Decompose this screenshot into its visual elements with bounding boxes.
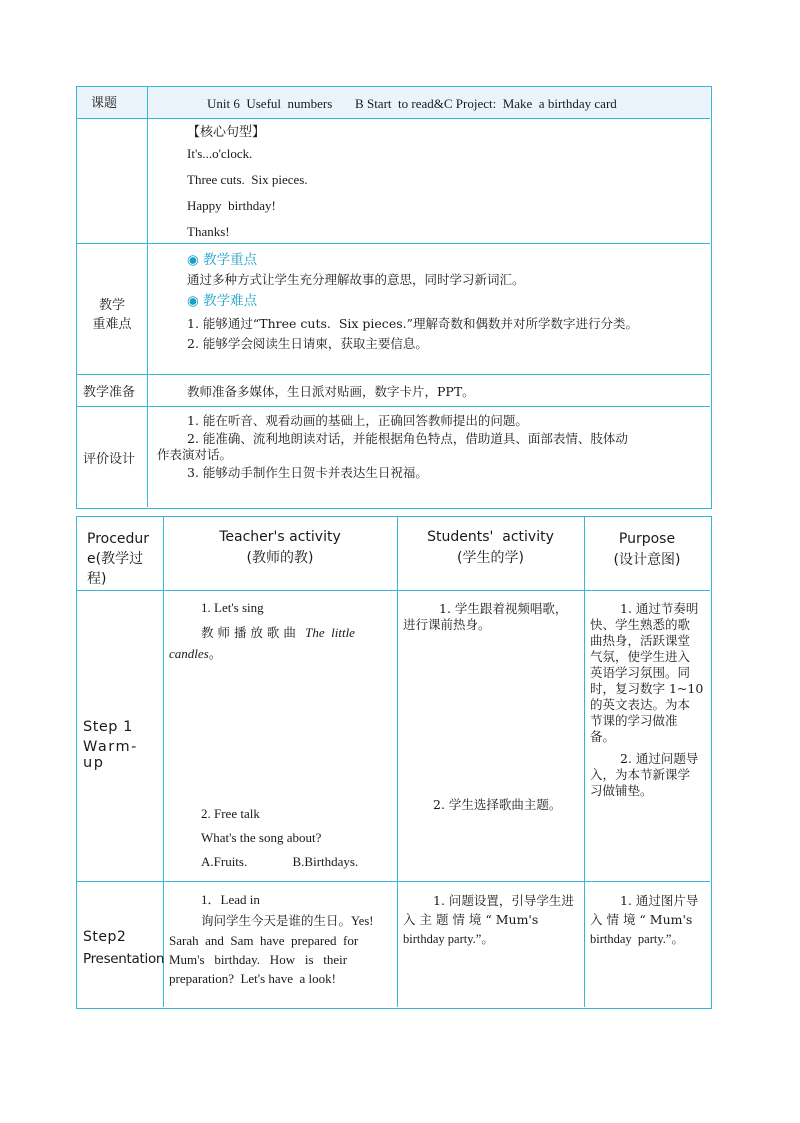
step1-purpose (590, 601, 708, 799)
option-b: B.Birthdays. (292, 854, 359, 869)
student-item: 1. 学生跟着视频唱歌， (439, 601, 568, 616)
key-label-line: 重难点 (92, 317, 132, 332)
purpose-line: 气氛，使学生进入 (590, 649, 691, 664)
purpose-line: 曲热身，活跃课堂 (590, 633, 691, 648)
teacher-item-text: Mum's birthday. How is their (169, 952, 348, 967)
step-label-line: Warm- (83, 739, 138, 755)
core-heading: 【核心句型】 (187, 125, 266, 140)
difficulty-item: 2. 能够学会阅读生日请柬，获取主要信息。 (187, 336, 428, 351)
purpose-line: 时，复习数字 1~10 (590, 681, 704, 696)
teacher-item-text: 询问学生今天是谁的生日。Yes! (201, 914, 374, 928)
header-line: Purpose (618, 531, 676, 547)
step2-purpose (590, 893, 708, 947)
option-a: A.Fruits. (201, 854, 248, 869)
purpose-line: 入，为本节新课学 (590, 767, 691, 782)
prep-text: 教师准备多媒体，生日派对贴画，数字卡片，PPT。 (187, 384, 475, 399)
teacher-item-options (169, 853, 391, 870)
prep-label: 教学准备 (83, 385, 136, 400)
purpose-line: 备。 (590, 729, 616, 744)
eval-content (157, 413, 702, 481)
teacher-item-text: Sarah and Sam have prepared for (169, 933, 359, 948)
purpose-line: 习做铺垫。 (590, 783, 653, 798)
step-label-line: up (83, 755, 105, 771)
purpose-line: 入 情 境 “ Mum's (590, 912, 693, 927)
student-item-cont: 入 主 题 情 境 “ Mum's (403, 912, 539, 927)
step1-students (403, 601, 581, 813)
header-line: Students' activity (427, 529, 554, 545)
step-label-line: Step2 (83, 929, 127, 945)
header-line: Procedur (87, 531, 150, 547)
step1-label (83, 717, 161, 773)
core-line: Thanks! (187, 224, 230, 239)
purpose-line: 2. 通过问题导 (620, 751, 699, 766)
header-students (397, 527, 584, 569)
core-sentences (187, 124, 687, 240)
header-line: (设计意图) (613, 552, 681, 568)
step-label-line: Presentation (83, 951, 165, 967)
focus-text: 通过多种方式让学生充分理解故事的意思，同时学习新词汇。 (187, 272, 525, 287)
header-procedure (87, 529, 163, 589)
purpose-line: 1. 通过节奏明 (620, 601, 699, 616)
student-item-cont: birthday party.”。 (403, 932, 494, 946)
header-line: e(教学过 (87, 551, 144, 567)
eval-item-cont: 作表演对话。 (157, 447, 233, 462)
step2-teacher (169, 891, 391, 987)
song-title: candles (169, 646, 209, 661)
header-line: 程) (87, 571, 107, 587)
header-teacher (163, 527, 397, 569)
focus-title: ◉ 教学重点 (187, 252, 258, 268)
purpose-line: 英语学习氛围。同 (590, 665, 691, 680)
lesson-info-table (76, 86, 712, 509)
key-difficulty-content (187, 252, 702, 352)
eval-item: 2. 能准确、流利地朗读对话，并能根据角色特点，借助道具、面部表情、肢体动 (187, 431, 628, 446)
song-intro: 教 师 播 放 歌 曲 (201, 625, 296, 640)
header-line: (教师的教) (246, 550, 314, 566)
core-line: It's...o'clock. (187, 146, 253, 161)
purpose-line: 的英文表达。为本 (590, 697, 691, 712)
teacher-item-title: 2. Free talk (201, 806, 260, 821)
header-line: (学生的学) (457, 550, 524, 566)
teacher-item-title: 1. Let's sing (201, 600, 264, 615)
topic-label: 课题 (91, 96, 118, 111)
key-difficulty-label (77, 297, 147, 333)
purpose-line: 1. 通过图片导 (620, 893, 699, 908)
purpose-line: 快、学生熟悉的歌 (590, 617, 691, 632)
step1-teacher (169, 599, 391, 870)
teacher-item-text (169, 624, 391, 641)
difficulty-title: ◉ 教学难点 (187, 293, 258, 309)
eval-label: 评价设计 (83, 452, 136, 467)
core-line: Happy birthday! (187, 198, 276, 213)
step2-students (403, 893, 583, 947)
header-purpose (584, 529, 710, 571)
purpose-line: birthday party.”。 (590, 932, 684, 946)
core-line: Three cuts. Six pieces. (187, 172, 308, 187)
difficulty-item: 1. 能够通过“Three cuts. Six pieces.”理解奇数和偶数并对所学数字进行分类。 (187, 316, 638, 331)
song-end: 。 (208, 646, 222, 661)
topic-text: Unit 6 Useful numbers B Start to read&C Project: Make a birthday card (207, 96, 617, 111)
student-item: 2. 学生选择歌曲主题。 (433, 797, 562, 812)
song-title: The little (305, 625, 355, 640)
student-item-cont: 进行课前热身。 (403, 617, 491, 632)
eval-item: 3. 能够动手制作生日贺卡并表达生日祝福。 (187, 465, 428, 480)
step-label-line: Step 1 (83, 719, 133, 735)
header-line: Teacher's activity (219, 529, 341, 545)
teacher-item-text: preparation? Let's have a look! (169, 971, 336, 986)
eval-item: 1. 能在听音、观看动画的基础上，正确回答教师提出的问题。 (187, 413, 528, 428)
student-item: 1. 问题设置，引导学生进 (433, 893, 574, 908)
procedure-table (76, 516, 712, 1009)
step2-label (83, 927, 165, 969)
purpose-line: 节课的学习做准 (590, 713, 678, 728)
teacher-item-text (169, 645, 391, 662)
teacher-item-title: 1．Lead in (201, 892, 260, 907)
teacher-item-text: What's the song about? (201, 830, 322, 845)
key-label-line: 教学 (98, 298, 125, 313)
